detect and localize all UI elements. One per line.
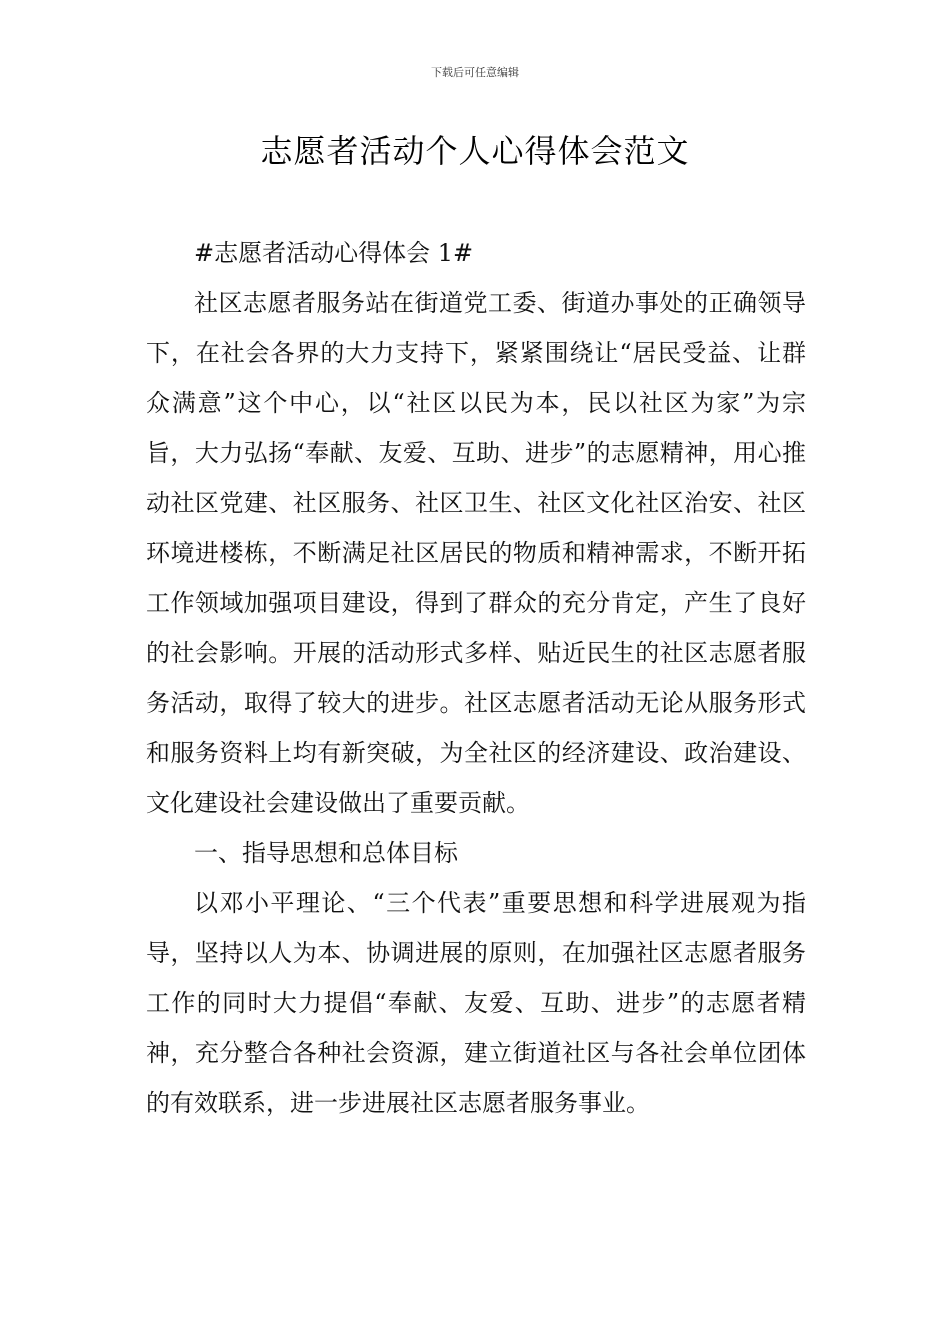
section-heading-2: 一、指导思想和总体目标 — [194, 839, 458, 867]
body-paragraph-1: 社区志愿者服务站在街道党工委、街道办事处的正确领导下，在社会各界的大力支持下，紧紧围绕让“居民受益、让群众满意”这个中心，以“社区以民为本，民以社区为家”为宗旨，大力弘扬“奉献、友爱、互助、进步”的志愿精神，用心推动社区党建、社区服务、社区卫生、社区文化社区治安、社区环境进楼栋，不断满足社区居民的物质和精神需求，不断开拓工作领域加强项目建设，得到了群众的充分肯定，产生了良好的社会影响。开展的活动形式多样、贴近民生的社区志愿者服务活动，取得了较大的进步。社区志愿者活动无论从服务形式和服务资料上均有新突破，为全社区的经济建设、政治建设、文化建设社会建设做出了重要贡献。 — [146, 289, 806, 817]
document-title: 志愿者活动个人心得体会范文 — [260, 132, 690, 170]
document-body — [146, 228, 806, 1128]
page-header-note: 下载后可任意编辑 — [431, 66, 519, 79]
section-heading-1: #志愿者活动心得体会 1# — [194, 239, 474, 267]
body-paragraph-2: 以邓小平理论、“三个代表”重要思想和科学进展观为指导，坚持以人为本、协调进展的原则，在加强社区志愿者服务工作的同时大力提倡“奉献、友爱、互助、进步”的志愿者精神，充分整合各种社会资源，建立街道社区与各社会单位团体的有效联系，进一步进展社区志愿者服务事业。 — [146, 889, 806, 1117]
